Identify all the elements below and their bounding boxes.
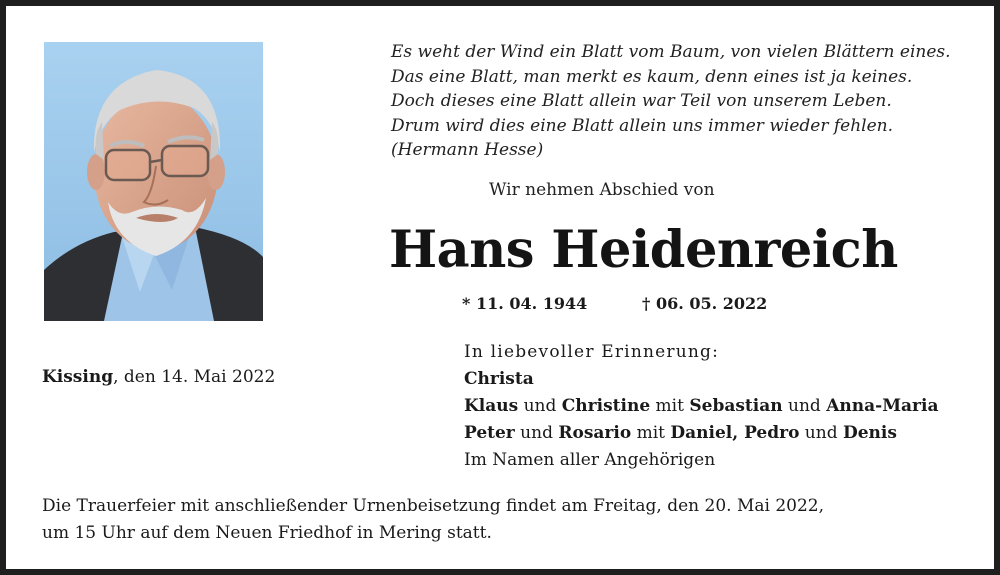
family-member: Christine [561,396,651,416]
family-line [464,366,938,393]
family-member: Denis [843,423,897,443]
family-connector: und [799,423,843,443]
poem-line: Es weht der Wind ein Blatt vom Baum, von vielen Blättern eines. [391,42,951,62]
portrait-illustration [44,42,263,321]
family-signatures [464,339,938,474]
place-town: Kissing [42,367,114,387]
portrait-photo [44,42,263,321]
family-connector: mit [631,423,671,443]
family-member: Christa [464,369,534,389]
family-member: Anna-Maria [826,396,939,416]
poem-line: Das eine Blatt, man merkt es kaum, denn eines ist ja keines. [391,66,913,87]
poem-line: Doch dieses eine Blatt allein war Teil von unserem Leben. [391,91,892,111]
poem [391,40,951,163]
death-date: † 06. 05. 2022 [642,294,768,313]
poem-line: Drum wird dies eine Blatt allein uns immer wieder fehlen. [391,115,894,136]
family-member: Rosario [558,423,632,443]
place-and-date [42,367,275,387]
deceased-name: Hans Heidenreich [389,220,898,280]
place-date: , den 14. Mai 2022 [113,367,276,387]
family-connector: und [514,423,559,443]
family-member: Daniel, Pedro [670,423,800,443]
service-line: Die Trauerfeier mit anschließender Urnenbeisetzung findet am Freitag, den 20. Mai 2022, [42,496,825,516]
funeral-service-info [42,493,824,547]
birth-date: * 11. 04. 1944 [462,294,588,313]
family-member: Klaus [464,396,519,416]
service-line: um 15 Uhr auf dem Neuen Friedhof in Mering statt. [42,523,492,543]
family-member: Sebastian [689,396,783,416]
family-connector: und [782,396,827,416]
poem-attribution: (Hermann Hesse) [391,140,544,160]
family-footer: Im Namen aller Angehörigen [464,450,716,470]
family-line [464,420,938,447]
farewell-intro: Wir nehmen Abschied von [489,180,715,200]
family-line [464,393,938,420]
family-heading: In liebevoller Erinnerung: [464,342,720,362]
family-connector: mit [650,396,690,416]
family-member: Peter [464,423,515,443]
family-connector: und [518,396,562,416]
